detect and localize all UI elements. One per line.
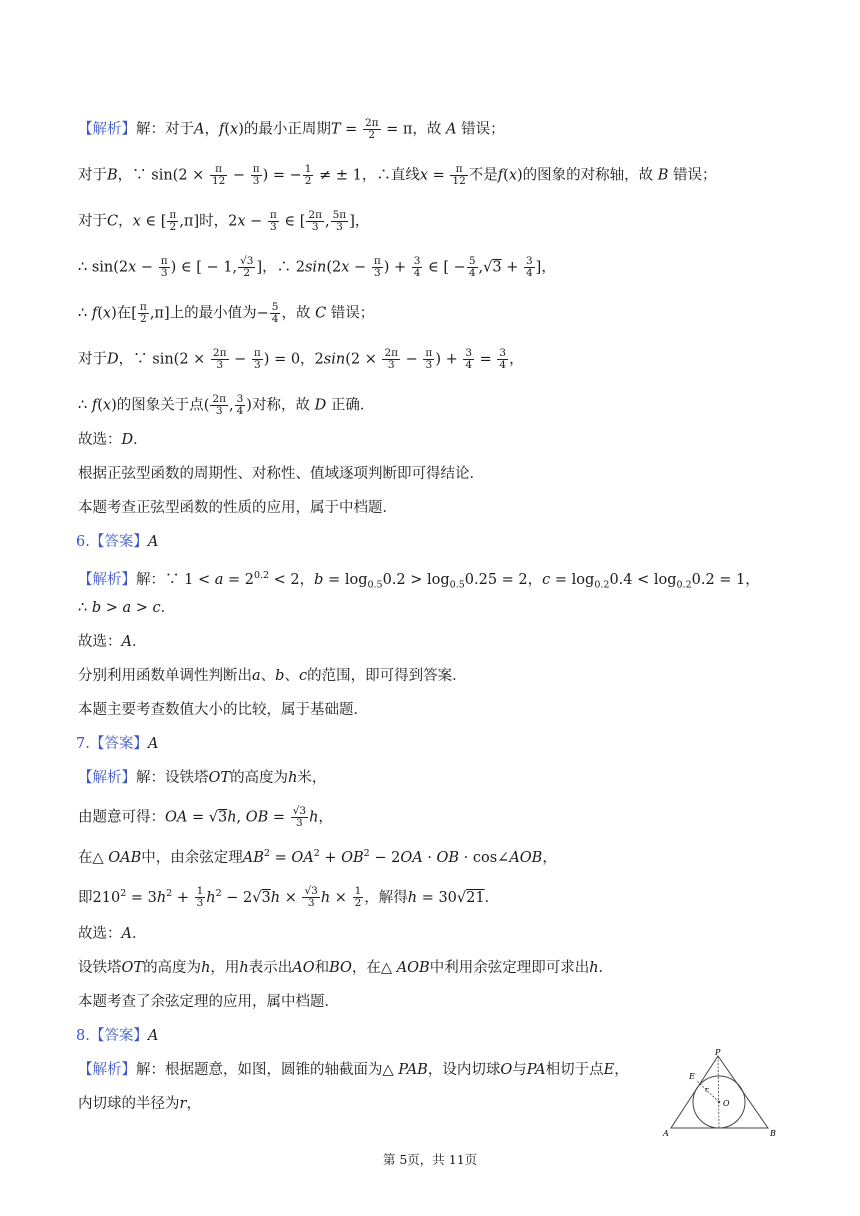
- analysis-line-d1: 对于D，∵ sin(2 × $\frac{2\pi}{3}$ − $\frac{\pi}{3}$ ) = 0，2sin(2 × $\frac{2\pi}{3}$ − $\frac{\pi}{3}$ ) + $\frac{3}{4}$ = $\frac{3}{4}$ ，: [78, 347, 524, 371]
- cone-cross-section-figure: [655, 1048, 785, 1138]
- analysis-line-c3: ∴ f(x)在[ $\frac{\pi}{2}$ ,π]上的最小值为− $\frac{5}{4}$ ，故 C 错误；: [78, 301, 375, 325]
- axis-po: [718, 1056, 719, 1128]
- label-a: A: [663, 1129, 669, 1138]
- analysis-6-result: ∴ b > a > c．: [78, 600, 176, 616]
- choice-line-6: 故选：A．: [78, 634, 147, 650]
- label-e: E: [689, 1072, 695, 1081]
- analysis-6: 【解析】解：∵ $1 < a = 2^{0.2} < 2$，$b = \log_{0.5}0.2 > \log_{0.5}0.25 = 2$，$c = \log_{0.2}0.4 < \log_{0.2}0.2 = 1$，: [78, 570, 760, 591]
- analysis-8: 【解析】解：根据题意，如图，圆锥的轴截面为△ PAB，设内切球O与PA相切于点E，: [78, 1062, 629, 1078]
- answer-6: 6.【答案】A: [76, 534, 159, 550]
- analysis-line-d2: ∴ f(x)的图象关于点( $\frac{2\pi}{3}$ , $\frac{3}{4}$ )对称，故 D 正确．: [78, 393, 375, 417]
- analysis-8-b: 内切球的半径为r，: [78, 1096, 201, 1112]
- choice-line-7: 故选：A．: [78, 926, 147, 942]
- page-footer: 第 5页，共 11页: [382, 1152, 478, 1167]
- summary-line-6a: 分别利用函数单调性判断出a、b、c的范围，即可得到答案．: [78, 668, 467, 684]
- analysis-line-c1: 对于C，x ∈ [ $\frac{\pi}{2}$ ,π]时，2x − $\frac{\pi}{3}$ ∈ [ $\frac{2\pi}{3}$ , $\frac{5\pi}{3}$ ]，: [78, 209, 370, 233]
- choice-line-5: 故选：D．: [78, 432, 148, 448]
- label-p: P: [715, 1048, 721, 1057]
- analysis-7-c: 在△ OAB中，由余弦定理$AB^2 = OA^2 + OB^2 - 2OA$ · OB · cos∠AOB，: [78, 848, 557, 866]
- analysis-7-b: 由题意可得：OA = √3h, OB = $\frac{√3}{3}$ h，: [78, 805, 333, 829]
- center-dot: [718, 1101, 720, 1103]
- summary-line-5a: 根据正弦型函数的周期性、对称性、值域逐项判断即可得结论．: [78, 466, 484, 482]
- answer-7: 7.【答案】A: [76, 736, 159, 752]
- triangle-pab: [671, 1056, 768, 1128]
- label-r: r: [705, 1086, 709, 1094]
- summary-line-7a: 设铁塔OT的高度为h，用h表示出AO和BO，在△ AOB中利用余弦定理即可求出h．: [78, 960, 614, 976]
- summary-line-6b: 本题主要考查数值大小的比较，属于基础题．: [78, 702, 368, 718]
- analysis-line-c2: ∴ sin(2x − $\frac{\pi}{3}$ ) ∈ [ − 1, $\frac{√3}{2}$ ]，∴ 2sin(2x − $\frac{\pi}{3}$ ) + $\frac{3}{4}$ ∈ [ − $\frac{5}{4}$ ,√3 + $\frac{3}{4}$ ]，: [78, 255, 556, 279]
- summary-line-7b: 本题考查了余弦定理的应用，属中档题．: [78, 994, 339, 1010]
- label-b: B: [770, 1129, 776, 1138]
- analysis-line-b: 对于B，∵ sin(2 × $\frac{\pi}{12}$ − $\frac{\pi}{3}$ ) = − $\frac{1}{2}$ ≠ ± 1，∴直线x = $\frac{\pi}{12}$ 不是f(x)的图象的对称轴，故 B 错误；: [78, 163, 717, 187]
- answer-8: 8.【答案】A: [76, 1028, 159, 1044]
- analysis-7-d: 即$210^2 = 3h^2$ + $\frac{1}{3}$ $h^2 - 2√3h$ × $\frac{√3}{3}$ h × $\frac{1}{2}$ ，解得h = 30√21．: [78, 885, 500, 910]
- analysis-7: 【解析】解：设铁塔OT的高度为h米，: [78, 770, 327, 786]
- summary-line-5b: 本题考查正弦型函数的性质的应用，属于中档题．: [78, 500, 397, 516]
- label-o: O: [723, 1099, 730, 1108]
- analysis-line-a: 【解析】解：对于A，f(x)的最小正周期T = $\frac{2\pi}{2}$ = π，故 A 错误；: [78, 117, 505, 141]
